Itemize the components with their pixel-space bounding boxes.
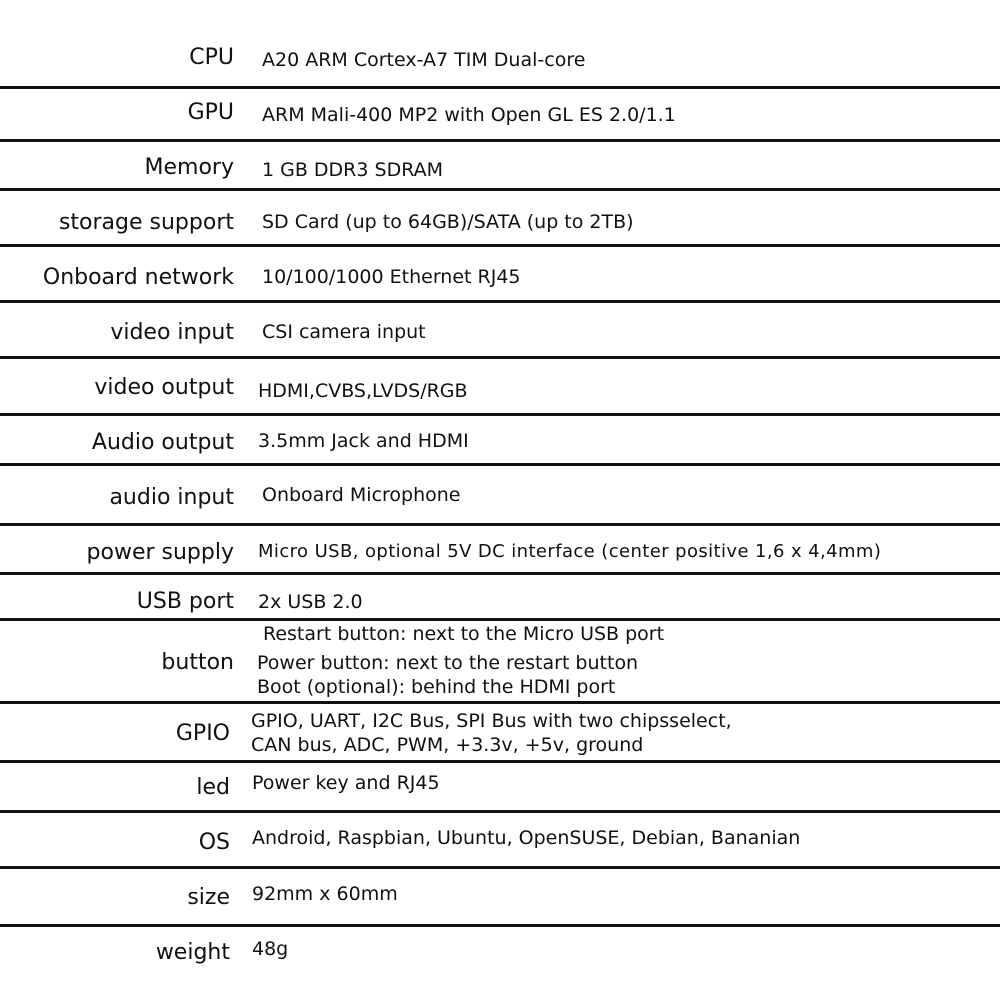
spec-value-line: Restart button: next to the Micro USB port xyxy=(263,623,665,645)
spec-label: storage support xyxy=(58,210,234,235)
spec-label: weight xyxy=(155,940,230,965)
spec-value: ARM Mali-400 MP2 with Open GL ES 2.0/1.1 xyxy=(262,104,676,126)
spec-value-line: CAN bus, ADC, PWM, +3.3v, +5v, ground xyxy=(251,734,644,756)
spec-value: 92mm x 60mm xyxy=(252,883,398,905)
spec-value: 1 GB DDR3 SDRAM xyxy=(262,159,444,181)
row-divider xyxy=(0,139,1000,142)
row-divider xyxy=(0,86,1000,89)
spec-value: SD Card (up to 64GB)/SATA (up to 2TB) xyxy=(262,211,634,233)
spec-value xyxy=(257,622,665,699)
spec-label: button xyxy=(161,650,234,675)
row-divider xyxy=(0,356,1000,359)
spec-value-line: GPIO, UART, I2C Bus, SPI Bus with two chipsselect, xyxy=(251,710,732,732)
row-divider xyxy=(0,701,1000,704)
spec-label: audio input xyxy=(109,485,234,510)
spec-label: Memory xyxy=(144,155,234,180)
spec-value: 10/100/1000 Ethernet RJ45 xyxy=(262,266,521,288)
row-divider xyxy=(0,810,1000,813)
spec-value xyxy=(251,709,732,757)
row-divider xyxy=(0,244,1000,247)
spec-value: Micro USB, optional 5V DC interface (center positive 1,6 x 4,4mm) xyxy=(258,541,882,562)
spec-value: 3.5mm Jack and HDMI xyxy=(258,430,469,452)
row-divider xyxy=(0,413,1000,416)
spec-label: Audio output xyxy=(91,430,234,455)
row-divider xyxy=(0,300,1000,303)
spec-value: Android, Raspbian, Ubuntu, OpenSUSE, Debian, Bananian xyxy=(252,827,801,849)
spec-label: led xyxy=(196,775,230,800)
row-divider xyxy=(0,618,1000,621)
spec-label: Onboard network xyxy=(42,265,234,290)
spec-label: GPU xyxy=(187,100,234,125)
spec-label: USB port xyxy=(136,589,234,614)
spec-value: 2x USB 2.0 xyxy=(258,591,363,613)
spec-value: HDMI,CVBS,LVDS/RGB xyxy=(258,380,468,402)
spec-label: video input xyxy=(110,320,234,345)
spec-label: GPIO xyxy=(175,721,230,746)
row-divider xyxy=(0,924,1000,927)
row-divider xyxy=(0,523,1000,526)
row-divider xyxy=(0,188,1000,191)
spec-value-line: Boot (optional): behind the HDMI port xyxy=(257,676,616,698)
spec-value: Power key and RJ45 xyxy=(252,772,440,794)
spec-value: Onboard Microphone xyxy=(262,484,461,506)
spec-label: power supply xyxy=(86,540,234,565)
spec-label: CPU xyxy=(189,45,234,70)
spec-value: 48g xyxy=(252,938,289,960)
row-divider xyxy=(0,866,1000,869)
row-divider xyxy=(0,463,1000,466)
spec-value-line: Power button: next to the restart button xyxy=(257,652,639,674)
spec-label: OS xyxy=(198,830,230,855)
spec-value: A20 ARM Cortex-A7 TIM Dual-core xyxy=(262,49,586,71)
spec-label: video output xyxy=(94,375,234,400)
row-divider xyxy=(0,760,1000,763)
spec-value: CSI camera input xyxy=(262,321,426,343)
row-divider xyxy=(0,572,1000,575)
spec-label: size xyxy=(187,885,230,910)
